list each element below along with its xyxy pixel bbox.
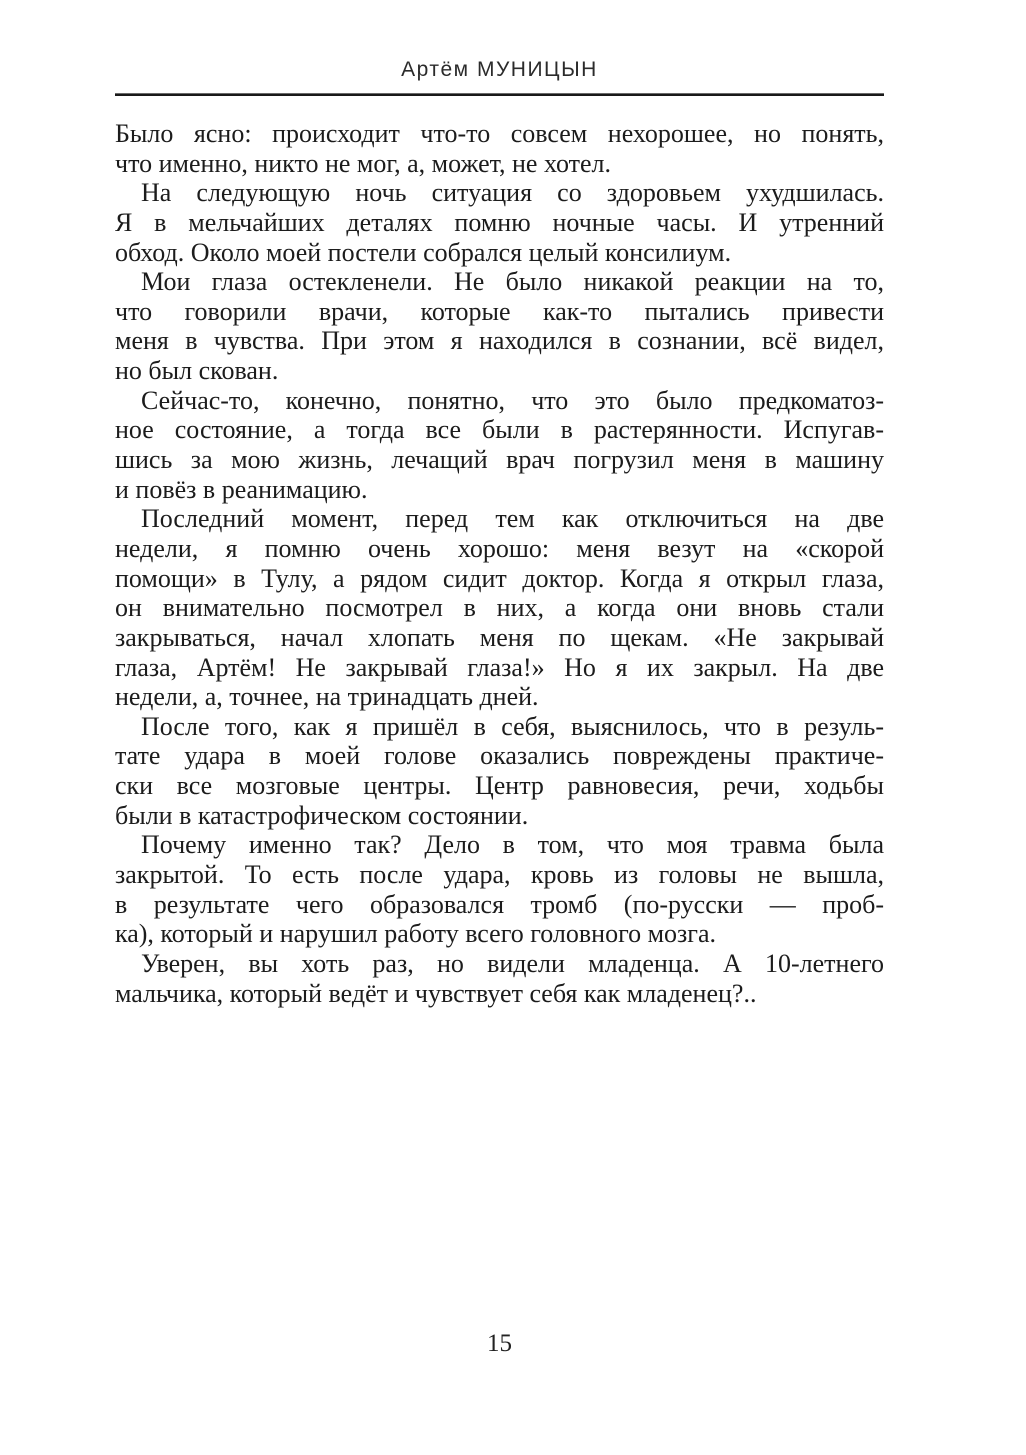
paragraph (115, 178, 884, 267)
text-line: На следующую ночь ситуация со здоровьем ухудшилась. (141, 178, 884, 208)
text-line: Последний момент, перед тем как отключиться на две (141, 504, 884, 534)
text-line: и повёз в реанимацию. (115, 474, 368, 504)
text-line: обход. Около моей постели собрался целый консилиум. (115, 237, 732, 267)
text-line: мальчика, который ведёт и чувствует себя как младенец?.. (115, 978, 757, 1008)
text-line: После того, как я пришёл в себя, выяснилось, что в резуль- (141, 711, 884, 741)
text-line: закрываться, начал хлопать меня по щекам. «Не закрывай (115, 622, 884, 652)
text-line: ски все мозговые центры. Центр равновесия, речи, ходьбы (115, 771, 884, 801)
text-line: меня в чувства. При этом я находился в сознании, всё видел, (115, 326, 884, 356)
text-line: Почему именно так? Дело в том, что моя травма была (141, 830, 884, 860)
page-number: 15 (487, 1330, 512, 1357)
text-line: помощи» в Тулу, а рядом сидит доктор. Когда я открыл глаза, (115, 563, 884, 593)
paragraph (115, 504, 884, 711)
text-line: ное состояние, а тогда все были в растерянности. Испугав- (115, 415, 884, 445)
text-line: в результате чего образовался тромб (по-русски — проб- (115, 889, 884, 919)
text-line: шись за мою жизнь, лечащий врач погрузил меня в машину (115, 445, 884, 475)
text-line: закрытой. То есть после удара, кровь из головы не вышла, (115, 860, 884, 890)
text-line: он внимательно посмотрел в них, а когда они вновь стали (115, 593, 884, 623)
header-author-title: Артём МУНИЦЫН (401, 58, 598, 81)
paragraph (115, 267, 884, 386)
text-line: что именно, никто не мог, а, может, не хотел. (115, 148, 612, 178)
text-line: Уверен, вы хоть раз, но видели младенца. А 10-летнего (141, 948, 884, 978)
text-line: глаза, Артём! Не закрывай глаза!» Но я их закрыл. На две (115, 652, 884, 682)
paragraph (115, 949, 884, 1008)
paragraph (115, 119, 884, 178)
paragraph (115, 386, 884, 505)
header-rule (115, 93, 884, 96)
paragraph (115, 712, 884, 831)
text-line: Я в мельчайших деталях помню ночные часы. И утренний (115, 207, 884, 237)
text-block (115, 119, 884, 1008)
text-line: но был скован. (115, 356, 279, 386)
text-line: Сейчас-то, конечно, понятно, что это было предкоматоз- (141, 385, 884, 415)
text-line: что говорили врачи, которые как-то пытались привести (115, 296, 884, 326)
paragraph (115, 830, 884, 949)
running-header (115, 58, 884, 96)
text-line: Было ясно: происходит что-то совсем нехорошее, но понять, (115, 119, 884, 148)
text-line: недели, а, точнее, на тринадцать дней. (115, 682, 539, 712)
text-line: недели, я помню очень хорошо: меня везут на «скорой (115, 533, 884, 563)
text-line: были в катастрофическом состоянии. (115, 800, 529, 830)
text-line: ка), который и нарушил работу всего головного мозга. (115, 919, 717, 949)
text-line: тате удара в моей голове оказались повреждены практиче- (115, 741, 884, 771)
text-line: Мои глаза остекленели. Не было никакой реакции на то, (141, 267, 884, 297)
